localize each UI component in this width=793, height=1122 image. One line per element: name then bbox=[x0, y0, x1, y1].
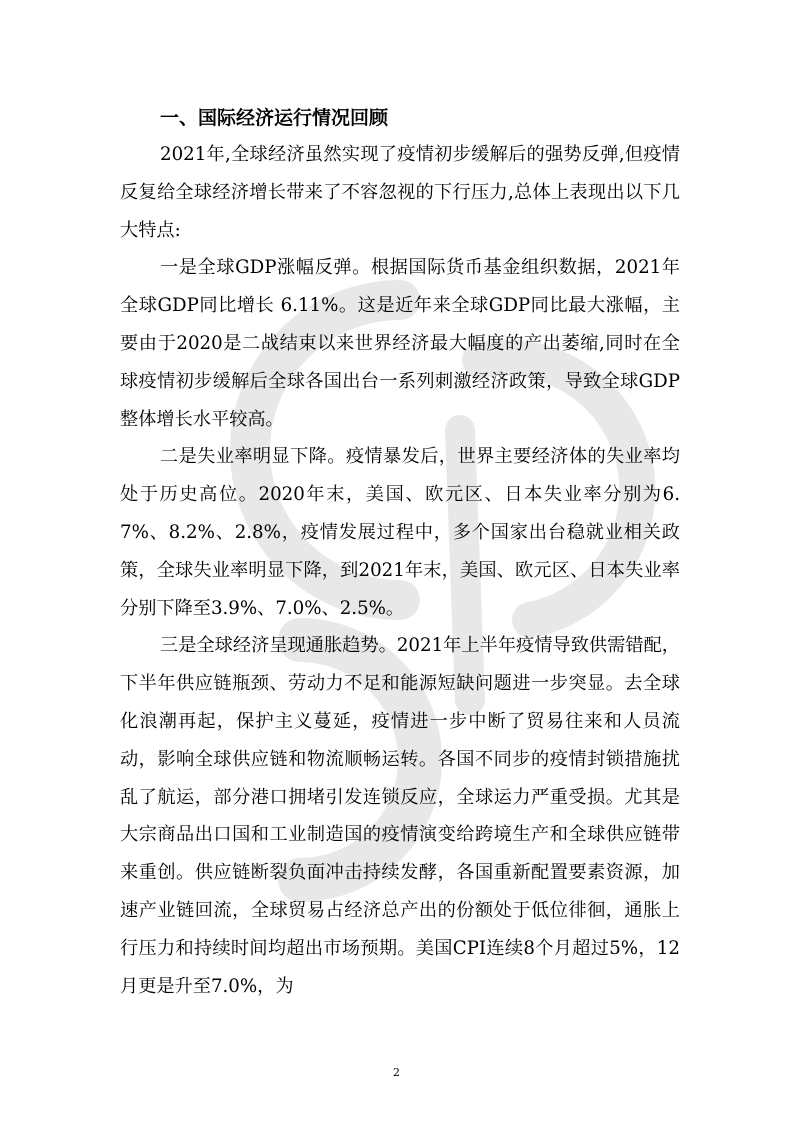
paragraph-intro: 2021年,全球经济虽然实现了疫情初步缓解后的强势反弹,但疫情反复给全球经济增长带来了不容忽视的下行压力,总体上表现出以下几大特点: bbox=[120, 144, 680, 241]
page-number: 2 bbox=[393, 1066, 400, 1079]
paragraph-inflation: 三是全球经济呈现通胀趋势。2021年上半年疫情导致供需错配，下半年供应链瓶颈、劳动力不足和能源短缺问题进一步突显。去全球化浪潮再起，保护主义蔓延，疫情进一步中断了贸易往来和人员流动，影响全球供应链和物流顺畅运转。各国不同步的疫情封锁措施扰乱了航运，部分港口拥堵引发连锁反应，全球运力严重受损。尤其是大宗商品出口国和工业制造国的疫情演变给跨境生产和全球供应链带来重创。供应链断裂负面冲击持续发酵，各国重新配置要素资源，加速产业链回流，全球贸易占经济总产出的份额处于低位徘徊，通胀上行压力和持续时间均超出市场预期。美国CPI连续8个月超过5%，12月更是升至7.0%，为 bbox=[120, 635, 680, 997]
paragraph-unemployment: 二是失业率明显下降。疫情暴发后，世界主要经济体的失业率均处于历史高位。2020年末，美国、欧元区、日本失业率分别为6.7%、8.2%、2.8%，疫情发展过程中，多个国家出台稳就业相关政策，全球失业率明显下降，到2021年末，美国、欧元区、日本失业率分别下降至3.9%、7.0%、2.5%。 bbox=[120, 446, 680, 619]
document-body bbox=[120, 100, 680, 1005]
section-heading: 一、国际经济运行情况回顾 bbox=[160, 107, 389, 129]
paragraph-gdp: 一是全球GDP涨幅反弹。根据国际货币基金组织数据，2021年全球GDP同比增长 6.11%。这是近年来全球GDP同比最大涨幅，主要由于2020是二战结束以来世界经济最大幅度的产出萎缩,同时在全球疫情初步缓解后全球各国出台一系列刺激经济政策，导致全球GDP整体增长水平较高。 bbox=[120, 257, 680, 430]
